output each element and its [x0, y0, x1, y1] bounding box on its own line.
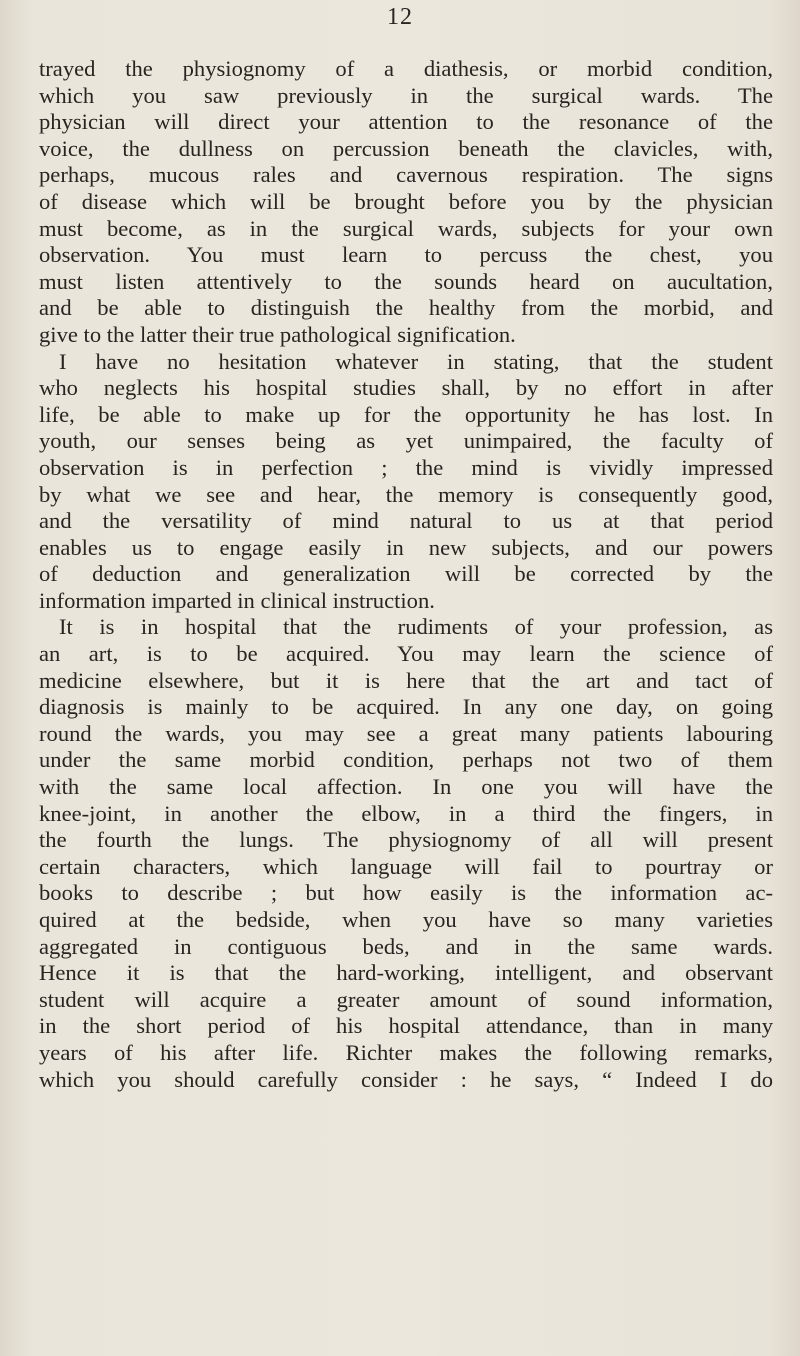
text-line: round the wards, you may see a great many patients labouring [39, 720, 773, 746]
text-line: of disease which will be brought before you by the physician [39, 188, 773, 214]
text-line: Hence it is that the hard-working, intelligent, and observant [39, 960, 773, 986]
text-line: must listen attentively to the sounds heard on aucultation, [39, 268, 773, 294]
text-line: enables us to engage easily in new subjects, and our powers [39, 534, 773, 560]
text-line: give to the latter their true pathological signification. [39, 321, 516, 347]
text-line: who neglects his hospital studies shall, by no effort in after [39, 375, 773, 401]
text-line: books to describe ; but how easily is the information ac- [39, 880, 773, 906]
text-line: diagnosis is mainly to be acquired. In any one day, on going [39, 694, 773, 720]
text-line: trayed the physiognomy of a diathesis, or morbid condition, [39, 56, 773, 81]
text-line: must become, as in the surgical wards, subjects for your own [39, 215, 773, 241]
text-line: the fourth the lungs. The physiognomy of all will present [39, 827, 773, 853]
text-line: years of his after life. Richter makes the following remarks, [39, 1039, 773, 1065]
text-line: observation is in perfection ; the mind is vividly impressed [39, 454, 773, 480]
text-line: an art, is to be acquired. You may learn the science of [39, 641, 773, 667]
text-line: with the same local affection. In one you will have the [39, 774, 773, 800]
page-number: 12 [387, 4, 413, 30]
text-line: life, be able to make up for the opportunity he has lost. In [39, 401, 773, 427]
text-line: I have no hesitation whatever in stating, that the student [59, 348, 773, 374]
text-line: under the same morbid condition, perhaps not two of them [39, 747, 773, 773]
text-line: medicine elsewhere, but it is here that the art and tact of [39, 667, 773, 693]
text-line: observation. You must learn to percuss the chest, you [39, 242, 773, 268]
text-line: knee-joint, in another the elbow, in a third the fingers, in [39, 800, 773, 826]
text-line: and be able to distinguish the healthy from the morbid, and [39, 295, 773, 321]
text-line: in the short period of his hospital attendance, than in many [39, 1013, 773, 1039]
text-line: certain characters, which language will fail to pourtray or [39, 853, 773, 879]
text-line: which you saw previously in the surgical wards. The [39, 82, 773, 108]
text-line: youth, our senses being as yet unimpaired, the faculty of [39, 428, 773, 454]
text-line: information imparted in clinical instruction. [39, 587, 435, 613]
text-line: by what we see and hear, the memory is consequently good, [39, 481, 773, 507]
text-line: quired at the bedside, when you have so many varieties [39, 907, 773, 932]
text-line: physician will direct your attention to the resonance of the [39, 109, 773, 135]
text-line: student will acquire a greater amount of sound information, [39, 986, 773, 1012]
text-line: It is in hospital that the rudiments of your profession, as [59, 614, 773, 640]
text-line: of deduction and generalization will be corrected by the [39, 561, 773, 587]
text-line: voice, the dullness on percussion beneath the clavicles, with, [39, 135, 773, 161]
text-line: which you should carefully consider : he says, “ Indeed I do [39, 1066, 773, 1092]
text-line: and the versatility of mind natural to us at that period [39, 508, 773, 534]
body-text [39, 56, 773, 1093]
text-line: aggregated in contiguous beds, and in the same wards. [39, 933, 773, 959]
text-line: perhaps, mucous rales and cavernous respiration. The signs [39, 162, 773, 188]
